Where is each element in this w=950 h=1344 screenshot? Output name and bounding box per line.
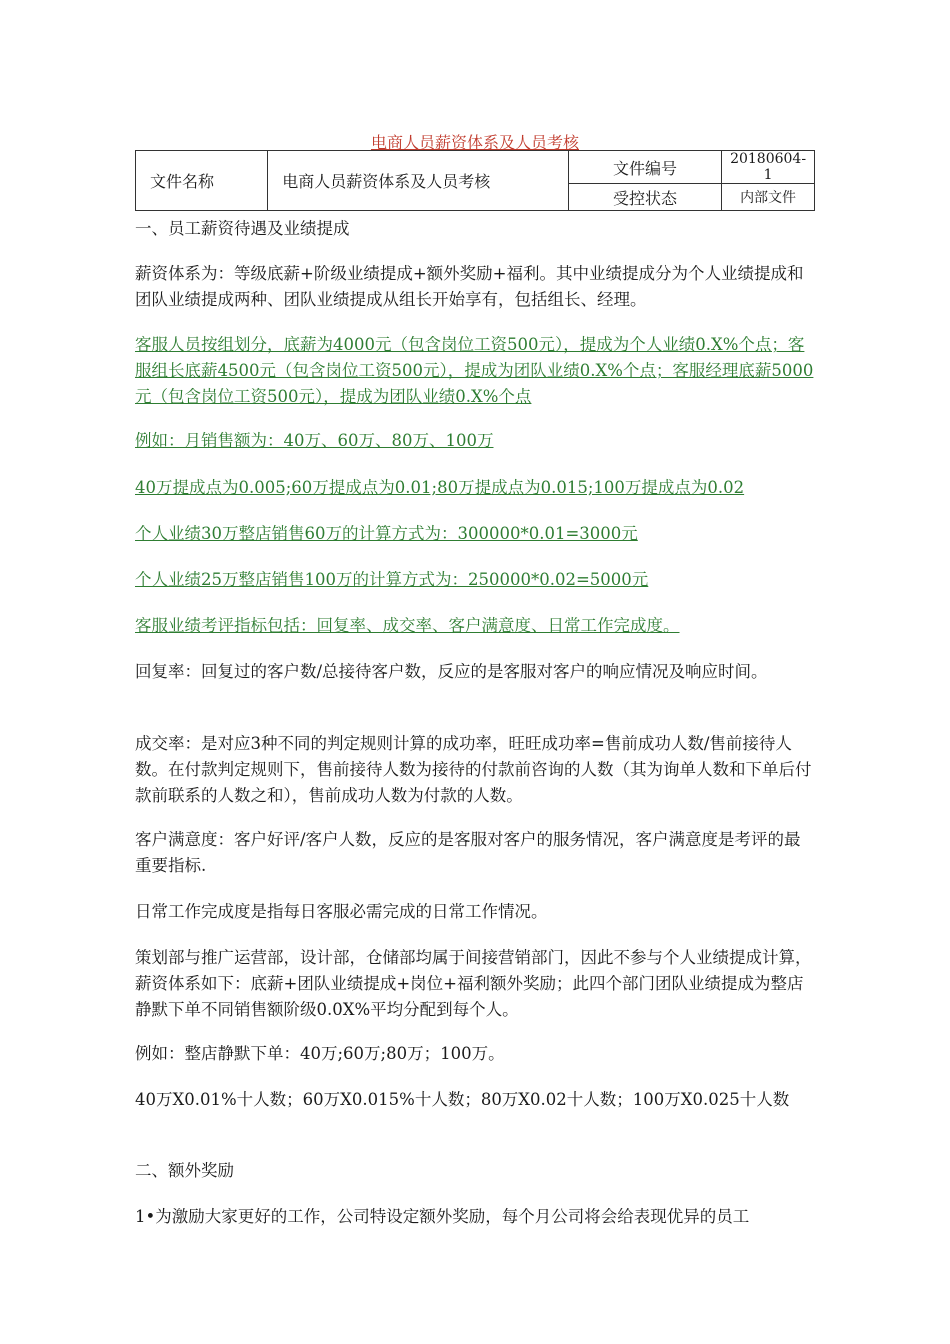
section-heading-1: 一、员工薪资待遇及业绩提成 bbox=[135, 219, 350, 238]
control-status-value: 内部文件 bbox=[722, 184, 815, 211]
file-number-value: 20180604-1 bbox=[722, 151, 815, 184]
paragraph-daily-work: 日常工作完成度是指每日客服必需完成的日常工作情况。 bbox=[135, 902, 548, 921]
control-status-label: 受控状态 bbox=[568, 184, 721, 211]
file-number-label: 文件编号 bbox=[568, 151, 721, 184]
paragraph-conversion-rate: 成交率：是对应3种不同的判定规则计算的成功率，旺旺成功率=售前成功人数/售前接待人数。在付款判定规则下，售前接待人数为接待的付款前咨询的人数（其为询单人数和下单后付款前联系的人数之和），售前成功人数为付款的人数。 bbox=[135, 734, 812, 805]
section-heading-2: 二、额外奖励 bbox=[135, 1161, 234, 1180]
paragraph-satisfaction: 客户满意度：客户好评/客户人数，反应的是客服对客户的服务情况，客户满意度是考评的最重要指标. bbox=[135, 830, 801, 875]
paragraph-indirect-departments: 策划部与推广运营部，设计部，仓储部均属于间接营销部门，因此不参与个人业绩提成计算，薪资体系如下：底薪+团队业绩提成+岗位+福利额外奖励；此四个部门团队业绩提成为整店静默下单不同销售额阶级0.0X%平均分配到每个人。 bbox=[135, 948, 812, 1019]
paragraph-team-calc: 40万X0.01%十人数；60万X0.015%十人数；80万X0.02十人数；100万X0.025十人数 bbox=[135, 1090, 790, 1109]
paragraph-calc-example-1: 个人业绩30万整店销售60万的计算方式为：300000*0.01=3000元 bbox=[135, 524, 638, 543]
paragraph-example-sales: 例如：月销售额为：40万、60万、80万、100万 bbox=[135, 431, 494, 450]
document-title: 电商人员薪资体系及人员考核 bbox=[370, 133, 579, 152]
paragraph-commission-points: 40万提成点为0.005;60万提成点为0.01;80万提成点为0.015;100万提成点为0.02 bbox=[135, 478, 745, 497]
paragraph-calc-example-2: 个人业绩25万整店销售100万的计算方式为：250000*0.02=5000元 bbox=[135, 570, 649, 589]
document-info-table bbox=[135, 150, 815, 211]
paragraph-reply-rate: 回复率：回复过的客户数/总接待客户数，反应的是客服对客户的响应情况及响应时间。 bbox=[135, 662, 768, 681]
paragraph-example-silent-orders: 例如：整店静默下单：40万;60万;80万；100万。 bbox=[135, 1044, 505, 1063]
file-name-label: 文件名称 bbox=[136, 151, 268, 211]
paragraph-salary-system: 薪资体系为：等级底薪+阶级业绩提成+额外奖励+福利。其中业绩提成分为个人业绩提成和团队业绩提成两种、团队业绩提成从组长开始享有，包括组长、经理。 bbox=[135, 264, 804, 309]
paragraph-customer-service-pay: 客服人员按组划分，底薪为4000元（包含岗位工资500元），提成为个人业绩0.X%个点；客服组长底薪4500元（包含岗位工资500元），提成为团队业绩0.X%个点；客服经理底薪5000元（包含岗位工资500元），提成为团队业绩0.X%个点 bbox=[135, 335, 814, 406]
paragraph-extra-bonus: 1•为激励大家更好的工作，公司特设定额外奖励，每个月公司将会给表现优异的员工 bbox=[135, 1207, 750, 1226]
paragraph-kpi-list: 客服业绩考评指标包括：回复率、成交率、客户满意度、日常工作完成度。 bbox=[135, 616, 680, 635]
file-name-value: 电商人员薪资体系及人员考核 bbox=[268, 151, 569, 211]
